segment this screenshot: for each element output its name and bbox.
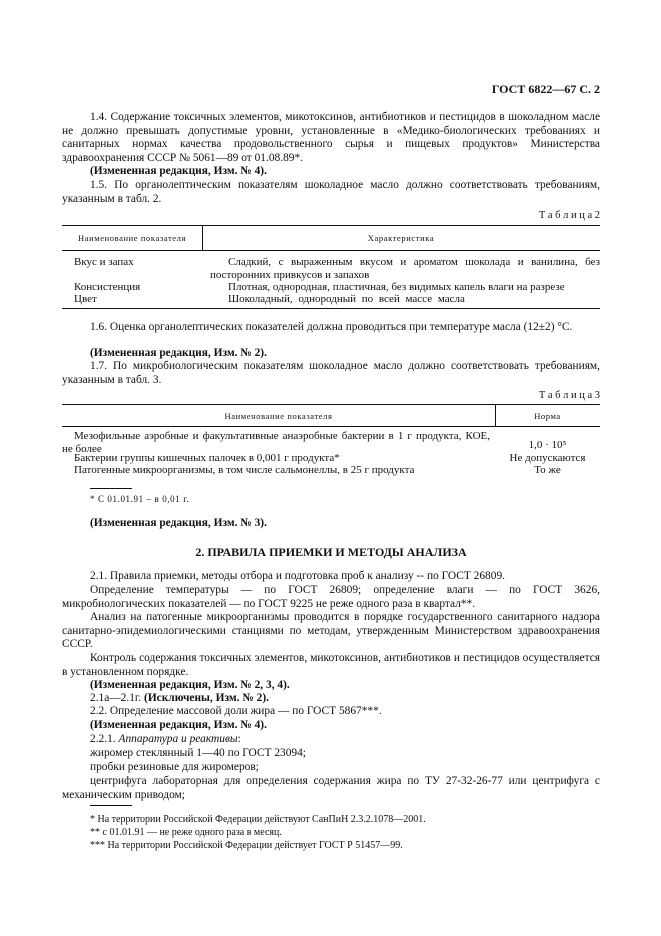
table-row: Цвет [74,293,97,305]
paragraph-1-6: 1.6. Оценка органолептических показателей должна проводиться при температуре масла (12±2) °С. [90,321,573,333]
paragraph-2-1a-number: 2.1а—2.1г. [90,692,142,704]
table-2-label: Т а б л и ц а 2 [538,210,600,221]
table-row: Патогенные микроорганизмы, в том числе сальмонеллы, в 25 г продукта [74,464,415,476]
footnote: * На территории Российской Федерации действуют СанПиН 2.3.2.1078—2001. [90,814,426,825]
footnote: ** с 01.01.91 — не реже одного раза в месяц. [90,827,282,838]
table-row: 1,0 · 10⁵ [528,439,567,451]
paragraph-2-2: 2.2. Определение массовой доли жира — по ГОСТ 5867***. [90,705,382,717]
paragraph-2-1a [62,692,600,706]
table-row: Плотная, однородная, пластичная, без видимых капель влаги на разрезе [228,281,565,293]
edition-note: (Измененная редакция, Изм. № 4). [90,165,267,177]
table-row: Сладкий, с выраженным вкусом и ароматом шоколада и ванилина, без посторонних привкусов и запахов [210,256,600,281]
table-row: Не допускаются [509,452,586,464]
table-row: Бактерии группы кишечных палочек в 0,001 г продукта* [74,452,340,464]
paragraph-2-1: 2.1. Правила приемки, методы отбора и подготовка проб к анализу -- по ГОСТ 26809. [90,570,505,582]
table-3-label: Т а б л и ц а 3 [538,390,600,401]
table-3-col1-header: Наименование показателя [224,411,333,421]
table-2-col2-header: Характеристика [367,233,435,243]
edition-note: (Измененная редакция, Изм. № 3). [90,517,267,529]
paragraph-2-1d: Контроль содержания токсичных элементов, микотоксинов, антибиотиков и пестицидов осуществляется в установленном порядке. [62,652,600,678]
paragraph-2-1c: Анализ на патогенные микроорганизмы проводится в порядке государственного санитарного надзора санитарно-эпидемиологическими станциями по методам, утвержденным Министерством здравоохранения СССР. [62,611,600,651]
paragraph-1-5: 1.5. По органолептическим показателям шоколадное масло должно соответствовать требованиям, указанным в табл. 2. [62,179,600,205]
edition-note: (Измененная редакция, Изм. № 4). [90,719,267,731]
table-row: Вкус и запах [74,256,134,268]
list-item: центрифуга лабораторная для определения содержания жира по ТУ 27-32-26-77 или центрифуга с механическим приводом; [62,775,600,801]
section-title: 2. ПРАВИЛА ПРИЕМКИ И МЕТОДЫ АНАЛИЗА [195,545,467,559]
footnote: *** На территории Российской Федерации действует ГОСТ Р 51457—99. [90,840,403,851]
table-row: То же [534,464,561,476]
paragraph-2-2-1: 2.2.1. Аппаратура и реактивы: [90,733,241,745]
list-item: жиромер стеклянный 1—40 по ГОСТ 23094; [90,747,306,759]
table-3-footnote: * С 01.01.91 – в 0,01 г. [90,494,190,504]
table-2-col1-header: Наименование показателя [77,233,186,243]
paragraph-2-2-1-title: Аппаратура и реактивы [118,733,238,745]
table-row: Консистенция [74,281,141,293]
edition-note: (Измененная редакция, Изм. № 2, 3, 4). [90,679,290,691]
edition-note: (Измененная редакция, Изм. № 2). [90,347,267,359]
list-item: пробки резиновые для жиромеров; [90,761,259,773]
paragraph-2-1b: Определение температуры — по ГОСТ 26809; определение влаги — по ГОСТ 3626, микробиологических показателей — по ГОСТ 9225 не реже одного раза в квартал**. [62,584,600,610]
paragraph-2-1a-note: (Исключены, Изм. № 2). [144,692,269,704]
paragraph-2-2-1-number: 2.2.1. [90,733,116,745]
paragraph-1-4: 1.4. Содержание токсичных элементов, микотоксинов, антибиотиков и пестицидов в шоколадном масле не должно превышать допустимые уровни, установленные в «Медико-биологических требованиях и санитарных нормах качества продовольственного сырья и пищевых продуктов» Министерства здравоохранения СССР № 5061—89 от 01.08.89*. [62,111,600,164]
table-row: Шоколадный, однородный по всей массе масла [228,293,465,305]
page-header: ГОСТ 6822—67 С. 2 [491,82,600,96]
table-3-col2-header: Норма [534,411,561,421]
table-row: Мезофильные аэробные и факультативные анаэробные бактерии в 1 г продукта, КОЕ, не более [62,430,490,455]
paragraph-1-7: 1.7. По микробиологическим показателям шоколадное масло должно соответствовать требованиям, указанным в табл. 3. [62,360,600,386]
